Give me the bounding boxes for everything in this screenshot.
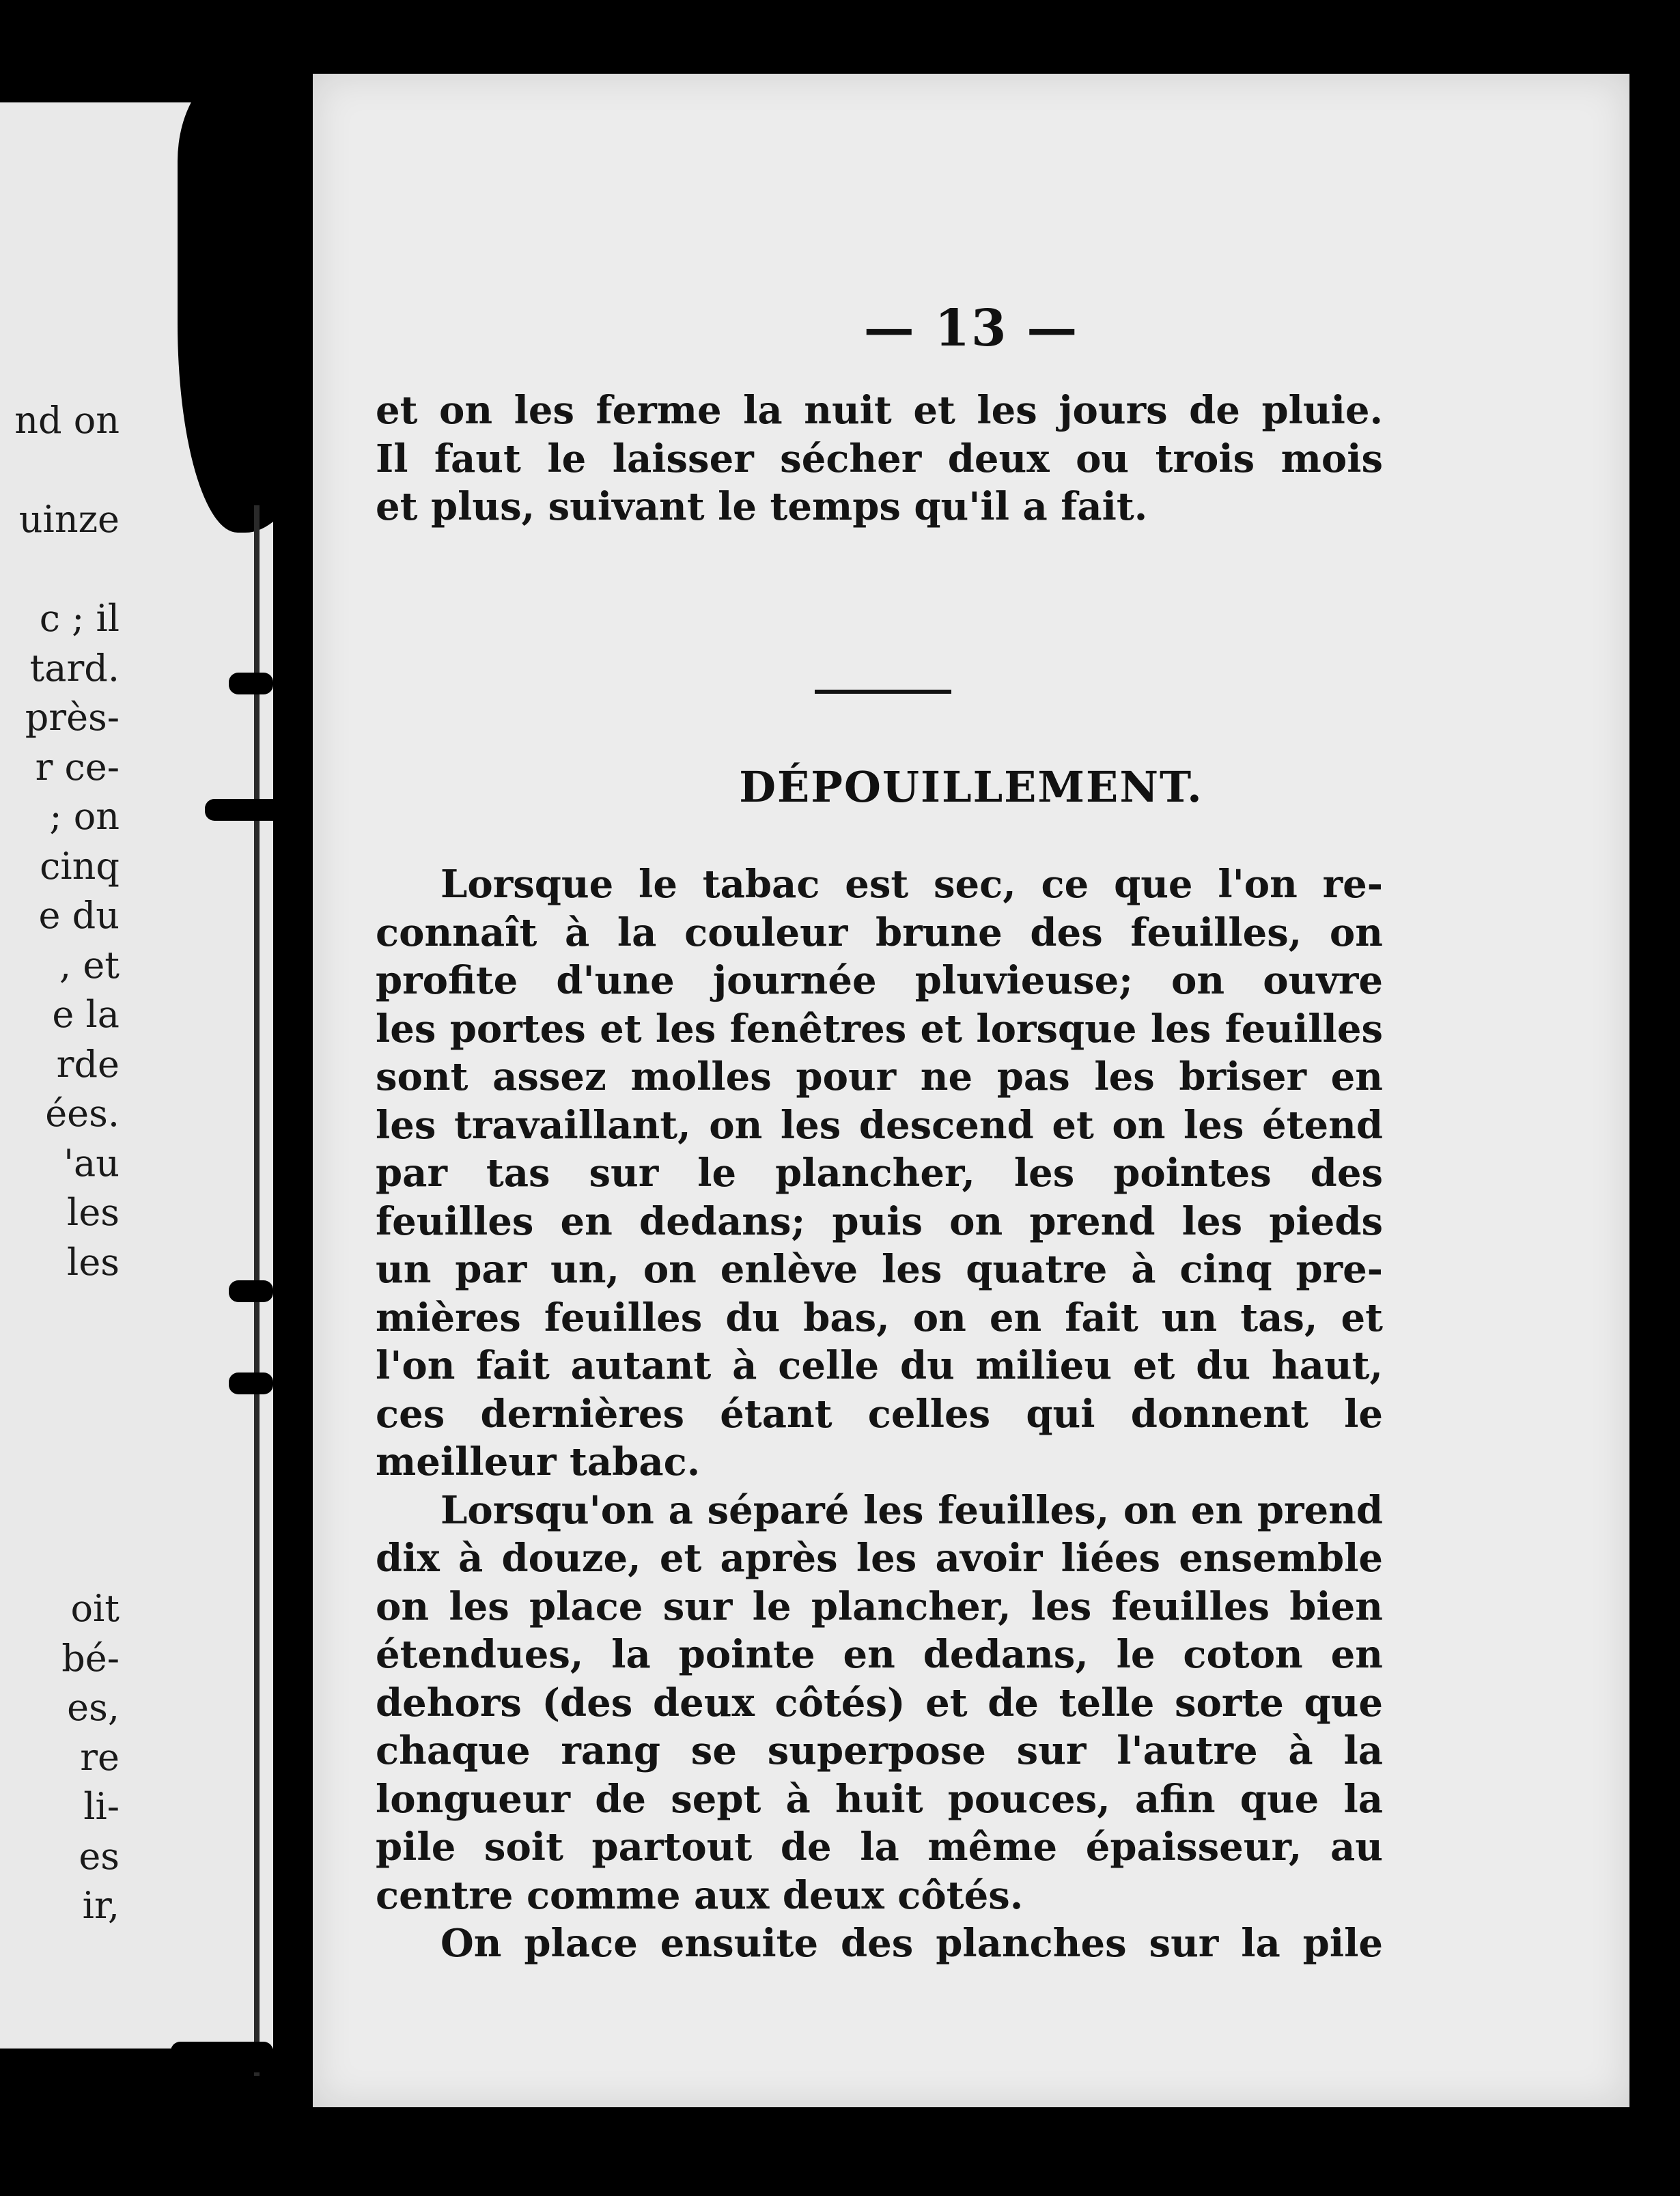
- binding-stitch: [229, 1280, 273, 1302]
- text-line: Il faut le laisser sécher deux ou trois mois: [376, 436, 1383, 481]
- edge-line: ; on: [49, 795, 120, 838]
- top-paragraph: [376, 386, 1383, 531]
- text-line: mières feuilles du bas, on en fait un tas, et: [376, 1295, 1383, 1340]
- binding-stitch: [229, 1372, 273, 1394]
- edge-line: 'au: [64, 1141, 120, 1185]
- text-line: un par un, on enlève les quatre à cinq pre-: [376, 1247, 1383, 1292]
- edge-line: c ; il: [39, 597, 120, 640]
- section-title: DÉPOUILLEMENT.: [739, 762, 1203, 812]
- text-line: profite d'une journée pluvieuse; on ouvre: [376, 958, 1383, 1003]
- binding-stitch: [171, 2042, 273, 2072]
- text-line: par tas sur le plancher, les pointes des: [376, 1151, 1383, 1196]
- edge-line: les: [67, 1240, 120, 1284]
- text-line: On place ensuite des planches sur la pile: [440, 1921, 1383, 1966]
- text-line: dehors (des deux côtés) et de telle sorte que: [376, 1680, 1383, 1726]
- edge-line: nd on: [14, 399, 120, 442]
- edge-line: , et: [59, 943, 120, 987]
- page-number: — 13 —: [863, 299, 1079, 358]
- text-line: on les place sur le plancher, les feuilles bien: [376, 1583, 1383, 1629]
- text-line: centre comme aux deux côtés.: [376, 1872, 1024, 1918]
- text-line: et on les ferme la nuit et les jours de pluie.: [376, 388, 1383, 433]
- binding-stitch: [205, 799, 287, 821]
- book-page: [313, 74, 1629, 2107]
- edge-line: près-: [25, 696, 120, 739]
- text-line: chaque rang se superpose sur l'autre à la: [376, 1728, 1383, 1773]
- edge-line: ir,: [82, 1884, 120, 1927]
- text-line: et plus, suivant le temps qu'il a fait.: [376, 484, 1148, 529]
- text-line: ces dernières étant celles qui donnent le: [376, 1391, 1383, 1437]
- previous-page-edge-text-bottom: [0, 1584, 120, 1931]
- edge-line: tard.: [29, 646, 120, 690]
- text-line: l'on fait autant à celle du milieu et du haut,: [376, 1343, 1383, 1388]
- edge-line: rde: [56, 1042, 120, 1086]
- text-line: sont assez molles pour ne pas les briser en: [376, 1054, 1383, 1099]
- edge-line: les: [67, 1191, 120, 1234]
- edge-line: li-: [83, 1785, 120, 1828]
- edge-line: cinq: [40, 844, 120, 888]
- text-line: meilleur tabac.: [376, 1439, 701, 1484]
- edge-line: es: [79, 1834, 120, 1878]
- text-line: feuilles en dedans; puis on prend les pieds: [376, 1198, 1383, 1244]
- edge-line: r ce-: [35, 745, 120, 789]
- edge-line: es,: [67, 1686, 120, 1729]
- edge-line: [0, 446, 120, 496]
- text-line: les portes et les fenêtres et lorsque les feuilles: [376, 1006, 1383, 1052]
- edge-line: uinze: [18, 498, 120, 541]
- text-line: Lorsqu'on a séparé les feuilles, on en prend: [440, 1487, 1383, 1533]
- text-line: connaît à la couleur brune des feuilles, on: [376, 910, 1383, 955]
- edge-line: e la: [52, 993, 120, 1036]
- text-line: les travaillant, on les descend et on les étend: [376, 1102, 1383, 1148]
- edge-line: oit: [70, 1587, 120, 1630]
- previous-page-edge-text-top: [0, 396, 120, 1287]
- edge-line: ées.: [45, 1092, 120, 1135]
- section-divider: [815, 690, 951, 694]
- edge-line: bé-: [61, 1636, 120, 1680]
- binding-shadow: [178, 68, 328, 533]
- text-line: dix à douze, et après les avoir liées ensemble: [376, 1536, 1383, 1581]
- text-line: Lorsque le tabac est sec, ce que l'on re-: [440, 862, 1383, 907]
- text-line: longueur de sept à huit pouces, afin que la: [376, 1776, 1383, 1822]
- text-line: pile soit partout de la même épaisseur, au: [376, 1825, 1383, 1870]
- edge-line: e du: [38, 894, 120, 937]
- body-text: [376, 860, 1383, 1968]
- binding-stitch: [229, 673, 273, 694]
- edge-line: [0, 545, 120, 595]
- edge-line: re: [80, 1735, 120, 1779]
- text-line: étendues, la pointe en dedans, le coton en: [376, 1632, 1383, 1677]
